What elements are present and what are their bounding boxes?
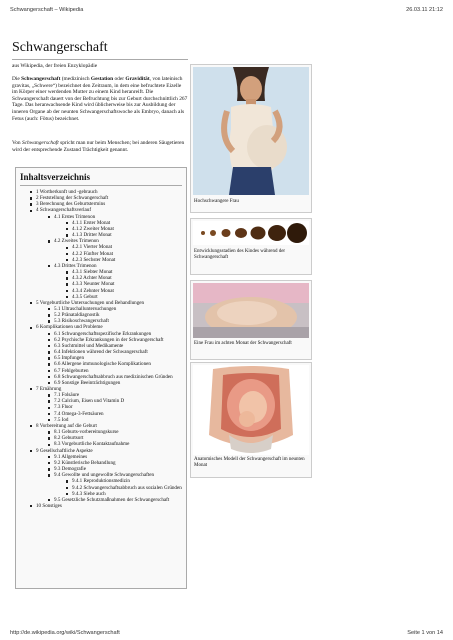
figure-caption: Entwicklungsstadien des Kindes während der Schwangerschaft — [194, 249, 286, 261]
bullet-icon — [30, 191, 32, 193]
toc-list — [16, 189, 186, 509]
bullet-icon — [66, 277, 68, 279]
bullet-icon — [66, 283, 68, 285]
print-header — [10, 7, 443, 13]
title-divider — [12, 59, 188, 60]
toc-item-label: 9.4.2 Schwangerschaftsabbruch aus sozialen Gründen — [72, 484, 182, 491]
bullet-icon — [48, 351, 50, 353]
eighth-month-image — [193, 283, 309, 338]
bullet-icon — [48, 333, 50, 335]
toc-item-label: 7.1 Folsäure — [54, 392, 80, 399]
toc-item-label: 7.5 Iod — [54, 416, 69, 423]
bullet-icon — [48, 407, 50, 409]
toc-item-label: 8.2 Geburtsort — [54, 435, 84, 442]
bullet-icon — [48, 345, 50, 347]
toc-item-label: 4.1 Erstes Trimenon — [54, 213, 96, 220]
bullet-icon — [48, 320, 50, 322]
intro-term: Gravidität — [125, 76, 150, 82]
toc-item[interactable] — [16, 503, 186, 509]
toc-item-label: 9.2 Künstlerische Behandlung — [54, 459, 116, 466]
bullet-icon — [30, 450, 32, 452]
intro-text: , von lateinisch gravitas, „Schwere“) bezeichnet den Zeitraum, in dem eine befruchtete Eizelle im Körper einer werdenden Mutter zu einem Kind heranreift. Die Schwangerschaft dauert von der Befruchtung bis zur Geburt durchschnittlich 267 Tage. Das heranwachsende Kind wird üblicherweise bis zur Ausbildung der inneren Organe ab der neunten Schwangerschaftswoche als Embryo, danach als Fetus (auch: Fötus) bezeichnet. — [12, 76, 188, 122]
bullet-icon — [48, 394, 50, 396]
bullet-icon — [30, 302, 32, 304]
toc-item-label: 6.3 Suchtmittel und Medikamente — [54, 342, 124, 349]
bullet-icon — [66, 234, 68, 236]
intro-term: Schwangerschaft — [21, 76, 61, 82]
source-line: aus Wikipedia, der freien Enzyklopädie — [12, 63, 98, 69]
print-footer — [10, 630, 443, 636]
bullet-icon — [48, 413, 50, 415]
toc-item-label: 4 Schwangerschaftsverlauf — [36, 207, 92, 214]
toc-item-label: 9.1 Allgemeines — [54, 453, 88, 460]
development-stages-image — [193, 221, 309, 245]
toc-divider — [20, 185, 182, 186]
bullet-icon — [48, 339, 50, 341]
bullet-icon — [66, 296, 68, 298]
intro-text: (medizinisch — [60, 76, 91, 82]
bullet-icon — [66, 271, 68, 273]
bullet-icon — [66, 222, 68, 224]
bullet-icon — [66, 290, 68, 292]
bullet-icon — [48, 265, 50, 267]
bullet-icon — [30, 388, 32, 390]
toc-item-label: 9.5 Gesetzliche Schutzmaßnahmen der Schwangerschaft — [54, 496, 170, 503]
bullet-icon — [66, 493, 68, 495]
toc-item-label: 4.3.4 Zehnter Monat — [72, 287, 114, 294]
note-text: Von — [12, 140, 22, 146]
usage-note — [12, 140, 188, 153]
toc-item-label: 9.4.3 Siehe auch — [72, 490, 106, 497]
bullet-icon — [48, 499, 50, 501]
toc-item-label: 4.3 Drittes Trimenon — [54, 262, 97, 269]
bullet-icon — [48, 419, 50, 421]
toc-item-label: 8.1 Geburts-vorbereitungskurse — [54, 429, 119, 436]
intro-text: Die — [12, 76, 22, 82]
toc-item-label: 4.3.2 Achter Monat — [72, 275, 112, 282]
bullet-icon — [30, 327, 32, 329]
bullet-icon — [48, 308, 50, 310]
bullet-icon — [48, 474, 50, 476]
figure-development-stages — [190, 218, 312, 275]
toc-item-label: 6.1 Schwangerschaftsspezifische Erkrankungen — [54, 330, 152, 337]
toc-item-label: 9 Gesellschaftliche Aspekte — [36, 447, 93, 454]
bullet-icon — [48, 370, 50, 372]
toc-item-label: 4.3.1 Siebter Monat — [72, 269, 113, 276]
toc-item-label: 9.3 Demografie — [54, 466, 86, 473]
figure-pregnant-woman — [190, 64, 312, 213]
toc-item-label: 6.8 Schwangerschaftsabbruch aus medizinischen Gründen — [54, 373, 173, 380]
toc-item-label: 10 Sonstiges — [36, 502, 62, 509]
pregnant-woman-image — [193, 67, 309, 195]
note-term: Schwangerschaft — [21, 140, 59, 146]
toc-item-label: 4.2.1 Vierter Monat — [72, 244, 113, 251]
toc-item-label: 6.2 Psychische Erkrankungen in der Schwangerschaft — [54, 336, 164, 343]
toc-item-label: 5.3 Risikoschwangerschaft — [54, 318, 109, 325]
anatomical-model-image — [193, 365, 309, 455]
toc-item-label: 4.2.2 Fünfter Monat — [72, 250, 114, 257]
bullet-icon — [30, 425, 32, 427]
toc-item-label: 7 Ernährung — [36, 386, 62, 392]
toc-item-label: 6.4 Infektionen während der Schwangerschaft — [54, 349, 148, 356]
toc-item-label: 7.4 Omega-3-Fettsäuren — [54, 410, 104, 417]
toc-title: Inhaltsverzeichnis — [20, 172, 91, 182]
figure-caption: Anatomisches Modell der Schwangerschaft im neunten Monat — [194, 457, 305, 469]
toc-item-label: 6.5 Impfungen — [54, 355, 84, 362]
toc-item-label: 6.9 Sonstige Beeinträchtigungen — [54, 379, 121, 386]
toc-item-label: 4.3.5 Geburt — [72, 293, 98, 300]
note-text: spricht man nur beim Menschen; bei anderen Säugetieren wird der entsprechende Zustand Trächtigkeit genannt. — [12, 140, 185, 153]
toc-item-label: 4.1.2 Zweiter Monat — [72, 225, 114, 232]
toc-item-label: 8.3 Vorgeburtliche Kontaktaufnahme — [54, 441, 130, 448]
toc-item-label: 4.2.3 Sechster Monat — [72, 256, 116, 263]
footer-url: http://de.wikipedia.org/wiki/Schwangerschaft — [10, 630, 120, 636]
toc-item-label: 6.6 Allergene immunologische Komplikationen — [54, 361, 151, 368]
bullet-icon — [66, 228, 68, 230]
figure-caption: Eine Frau im achten Monat der Schwangerschaft — [194, 341, 292, 346]
bullet-icon — [48, 456, 50, 458]
bullet-icon — [66, 480, 68, 482]
toc-item-label: 2 Feststellung der Schwangerschaft — [36, 195, 109, 202]
bullet-icon — [48, 376, 50, 378]
page-title: Schwangerschaft — [12, 40, 108, 55]
figure-caption: Hochschwangere Frau — [194, 199, 239, 204]
figure-eighth-month — [190, 280, 312, 360]
bullet-icon — [48, 357, 50, 359]
bullet-icon — [48, 240, 50, 242]
figure-anatomical-model — [190, 362, 312, 478]
toc-item-label: 9.4 Gewollte und ungewollte Schwangerschaften — [54, 472, 155, 479]
bullet-icon — [48, 462, 50, 464]
toc-item-label: 7.3 Fluor — [54, 404, 73, 411]
toc-item-label: 1 Wortherkunft und -gebrauch — [36, 189, 98, 195]
toc-item-label: 4.2 Zweites Trimenon — [54, 238, 99, 245]
bullet-icon — [30, 197, 32, 199]
toc-item-label: 5.2 Pränataldiagnostik — [54, 312, 100, 319]
bullet-icon — [48, 216, 50, 218]
bullet-icon — [48, 444, 50, 446]
intro-paragraph — [12, 76, 188, 122]
bullet-icon — [48, 314, 50, 316]
bullet-icon — [30, 203, 32, 205]
bullet-icon — [66, 247, 68, 249]
bullet-icon — [48, 382, 50, 384]
bullet-icon — [48, 468, 50, 470]
bullet-icon — [48, 431, 50, 433]
toc-item-label: 6.7 Fehlgeburten — [54, 367, 89, 374]
toc-item-label: 9.4.1 Reproduktionsmedizin — [72, 478, 130, 485]
bullet-icon — [48, 363, 50, 365]
bullet-icon — [30, 210, 32, 212]
header-datetime: 26.03.11 21:12 — [406, 7, 443, 13]
bullet-icon — [66, 487, 68, 489]
toc-item-label: 7.2 Calcium, Eisen und Vitamin D — [54, 398, 125, 405]
toc-item-label: 5.1 Ultraschalluntersuchungen — [54, 305, 117, 312]
bullet-icon — [66, 253, 68, 255]
header-title: Schwangerschaft – Wikipedia — [10, 7, 84, 13]
footer-page: Seite 1 von 14 — [407, 630, 443, 636]
bullet-icon — [48, 400, 50, 402]
toc-item-label: 5 Vorgeburtliche Untersuchungen und Behandlungen — [36, 299, 145, 306]
bullet-icon — [66, 259, 68, 261]
toc-item-label: 3 Berechnung des Geburtstermins — [36, 201, 106, 208]
toc-item-label: 4.1.1 Erster Monat — [72, 219, 111, 226]
intro-term: Gestation — [90, 76, 114, 82]
bullet-icon — [48, 437, 50, 439]
intro-text: oder — [113, 76, 126, 82]
toc-item-label: 4.1.3 Dritter Monat — [72, 232, 112, 239]
toc-item-label: 4.3.3 Neunter Monat — [72, 281, 115, 288]
table-of-contents — [15, 167, 187, 589]
toc-item-label: 6 Komplikationen und Probleme — [36, 324, 103, 331]
toc-item-label: 8 Vorbereitung auf die Geburt — [36, 422, 97, 429]
bullet-icon — [30, 505, 32, 507]
